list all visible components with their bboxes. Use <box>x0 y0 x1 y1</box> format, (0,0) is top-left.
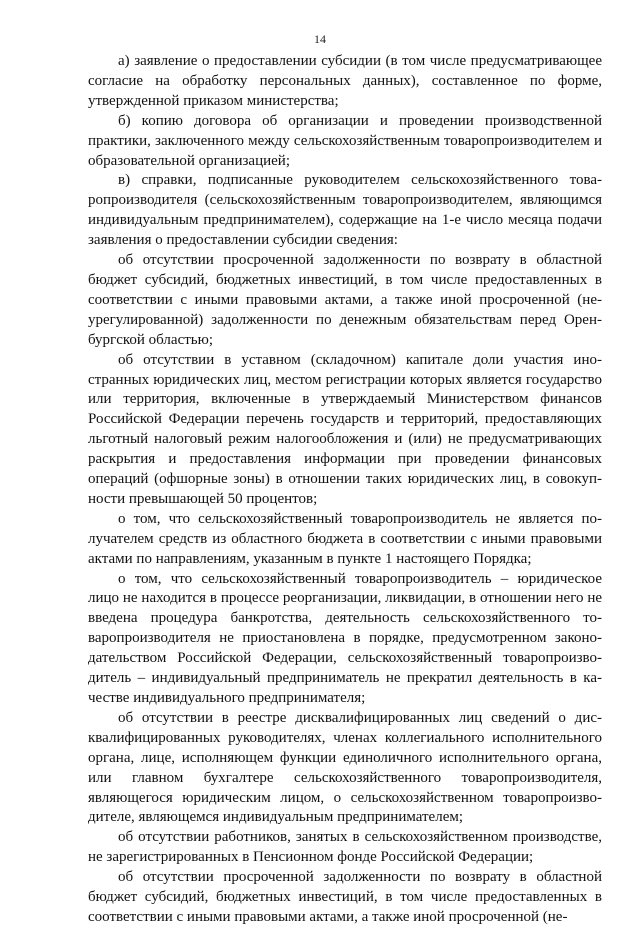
page-number: 14 <box>314 32 326 46</box>
paragraph-no-foreign-share: об отсутствии в уставном (складочном) капитале доли участия иностранных юридических лиц, местом регистрации которых является государство или территория, включенные в утверждаемый Министерством финансов Российской Федерации перечень государств и территорий, предоставляющих льготный налоговый режим налогообложения и (или) не предусматривающих раскрытия и предоставления информации при проведении финансовых операций (офшорные зоны) в отношении таких юридических лиц, в совокупности превышающей 50 процентов; <box>88 351 602 507</box>
paragraph-no-overdue-debt-2: об отсутствии просроченной задолженности по возврату в областной бюджет субсидий, бюджетных инвестиций, в том числе предоставленных в соответствии с иными правовыми актами, а также иной просроченной (не- <box>88 869 602 925</box>
paragraph-certificates: в) справки, подписанные руководителем сельскохозяйственного товаропроизводителя (сельскохозяйственным товаропроизводителем, являющимся индивидуальным предпринимателем), содержащие на 1-е число месяца подачи заявления о предоставлении субсидии сведения: <box>88 172 602 249</box>
paragraph-statement: а) заявление о предоставлении субсидии (в том числе предусматривающее согласие на обработку персональных данных), составленное по форме, утвержденной приказом министерства; <box>88 53 602 109</box>
paragraph-no-unregistered-workers: об отсутствии работников, занятых в сельскохозяйственном производстве, не зарегистрированных в Пенсионном фонде Российской Федерации; <box>88 829 602 866</box>
paragraph-no-reorganization: о том, что сельскохозяйственный товаропроизводитель – юридическое лицо не находится в процессе реорганизации, ликвидации, в отношении него не введена процедура банкротства, деятельность сельскохозяйственного товаропроизводителя не приостановлена в порядке, предусмотренном законодательством Российской Федерации, сельскохозяйственный товаропроизводитель – индивидуальный предприниматель не прекратил деятельность в качестве индивидуального предпринимателя; <box>88 570 602 706</box>
paragraph-not-recipient: о том, что сельскохозяйственный товаропроизводитель не является получателем средств из областного бюджета в соответствии с иными правовыми актами по направлениям, указанным в пункте 1 настоящего Порядка; <box>88 510 602 567</box>
paragraph-no-disqualified: об отсутствии в реестре дисквалифицированных лиц сведений о дисквалифицированных руководителях, членах коллегиального исполнительного органа, лице, исполняющем функции единоличного исполнительного органа, или главном бухгалтере сельскохозяйственного товаропроизводителя, являющегося юридическим лицом, о сельскохозяйственном товаропроизводителе, являющемся индивидуальным предпринимателем; <box>88 709 602 826</box>
paragraph-contract-copy: б) копию договора об организации и проведении производственной практики, заключенного между сельскохозяйственным товаропроизводителем и образовательной организацией; <box>88 112 602 169</box>
document-body <box>88 52 602 928</box>
paragraph-no-overdue-debt: об отсутствии просроченной задолженности по возврату в областной бюджет субсидий, бюджетных инвестиций, в том числе предоставленных в соответствии с иными правовыми актами, а также иной просроченной (неурегулированной) задолженности по денежным обязательствам перед Оренбургской областью; <box>88 252 602 348</box>
